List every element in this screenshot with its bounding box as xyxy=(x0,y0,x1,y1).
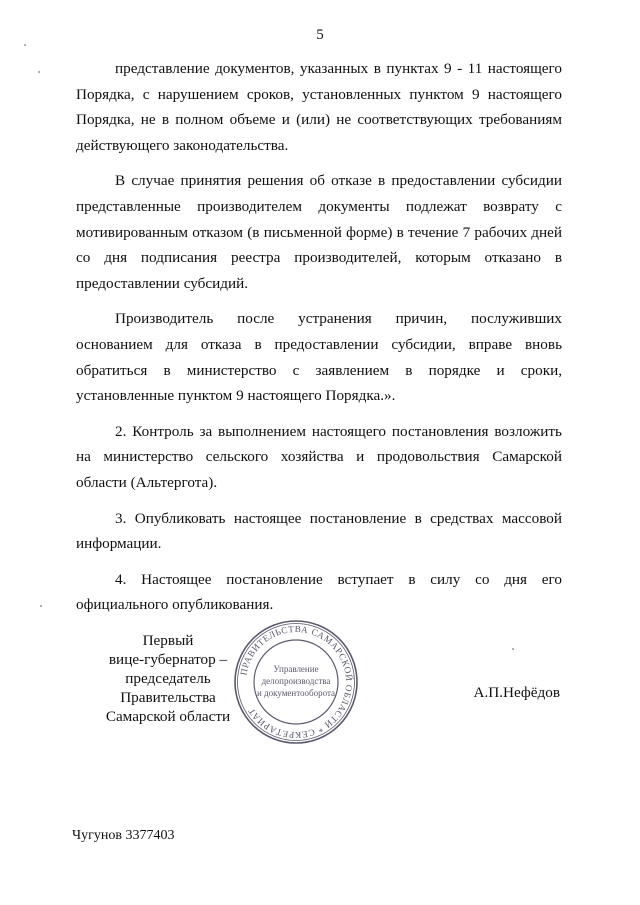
paragraph-reapply: Производитель после устранения причин, послуживших основанием для отказа в предоставлении субсидии, вправе вновь обратиться в министерство с заявлением в порядке и сроки, установленные пунктом 9 настоящего Порядка.». xyxy=(76,310,562,405)
scan-speck xyxy=(40,605,42,607)
page-number: 5 xyxy=(316,27,324,43)
signer-title xyxy=(88,631,248,726)
official-seal-stamp xyxy=(232,618,360,746)
signer-name: А.П.Нефёдов xyxy=(473,684,560,701)
signer-title-line: Первый xyxy=(142,632,194,649)
seal-center-line: Управление xyxy=(273,664,319,674)
seal-center-line: делопроизводства xyxy=(261,676,331,686)
signer-title-line: председатель Правительства xyxy=(120,670,216,706)
scan-speck xyxy=(24,44,26,46)
signer-title-line: вице-губернатор – xyxy=(108,651,228,668)
seal-center-line: и документооборота xyxy=(256,688,336,698)
paragraph-refusal: В случае принятия решения об отказе в предоставлении субсидии представленные производителем документы подлежат возврату с мотивированным отказом (в письменной форме) в течение 7 рабочих дней со дня подписания реестра производителей, которым отказано в предоставлении субсидий. xyxy=(76,172,562,292)
executor-note: Чугунов 3377403 xyxy=(72,828,175,843)
paragraph-control: 2. Контроль за выполнением настоящего постановления возложить на министерство сельского хозяйства и продовольствия Самарской области (Альтергота). xyxy=(76,422,562,491)
seal-ring-text-span: ПРАВИТЕЛЬСТВА САМАРСКОЙ ОБЛАСТИ * СЕКРЕТАРИАТ xyxy=(238,623,355,741)
paragraph-effective: 4. Настоящее постановление вступает в силу со дня его официального опубликования. xyxy=(76,570,562,614)
document-body xyxy=(76,56,562,618)
paragraph-publish: 3. Опубликовать настоящее постановление в средствах массовой информации. xyxy=(76,509,562,553)
signer-title-line: Самарской области xyxy=(105,708,231,725)
paragraph-continuation: представление документов, указанных в пунктах 9 - 11 настоящего Порядка, с нарушением сроков, установленных пунктом 9 настоящего Порядка, не в полном объеме и (или) не соответствующих требованиям действующего законодательства. xyxy=(76,60,562,154)
scan-speck xyxy=(38,71,40,73)
scan-speck xyxy=(512,648,514,650)
